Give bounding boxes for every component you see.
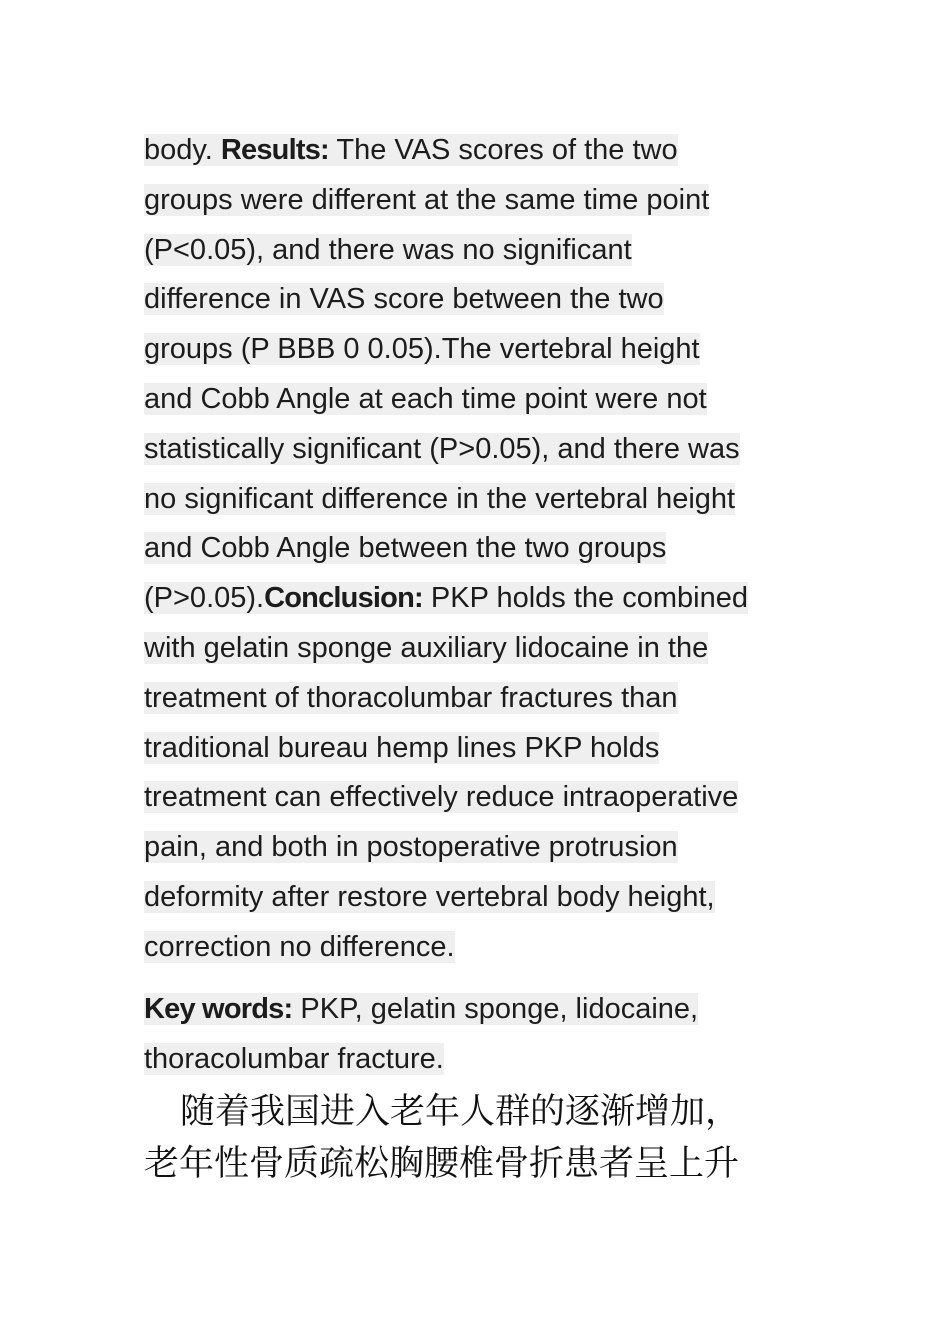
abstract-line: and Cobb Angle between the two groups <box>144 532 667 565</box>
abstract-line: difference in VAS score between the two <box>144 283 664 316</box>
abstract-line: and Cobb Angle at each time point were not <box>144 382 707 415</box>
abstract-line: groups were different at the same time point <box>144 183 710 216</box>
abstract-line: statistically significant (P>0.05), and there was <box>144 432 740 465</box>
abstract-line: body. Results: The VAS scores of the two <box>144 134 678 166</box>
chinese-line: 老年性骨质疏松胸腰椎骨折患者呈上升 <box>144 1144 740 1184</box>
abstract-line: treatment can effectively reduce intraoperative <box>144 781 739 814</box>
keywords-line: Key words: PKP, gelatin sponge, lidocaine, <box>144 993 699 1025</box>
keywords-line: thoracolumbar fracture. <box>144 1042 444 1075</box>
abstract-line: deformity after restore vertebral body height, <box>144 880 715 913</box>
abstract-english <box>144 126 814 973</box>
keywords-label: Key words: <box>144 993 293 1025</box>
results-label: Results: <box>220 134 329 166</box>
conclusion-label: Conclusion: <box>264 582 423 615</box>
abstract-line: with gelatin sponge auxiliary lidocaine in the <box>144 631 709 664</box>
abstract-line: (P>0.05).Conclusion: PKP holds the combined <box>144 582 748 615</box>
abstract-line: no significant difference in the vertebral height <box>144 482 736 515</box>
abstract-line: traditional bureau hemp lines PKP holds <box>144 731 660 764</box>
keywords <box>144 985 814 1085</box>
abstract-line: pain, and both in postoperative protrusion <box>144 831 678 864</box>
abstract-line: treatment of thoracolumbar fractures than <box>144 681 678 714</box>
chinese-paragraph <box>144 1086 824 1190</box>
abstract-line: (P<0.05), and there was no significant <box>144 233 632 266</box>
abstract-line: groups (P BBB 0 0.05).The vertebral height <box>144 333 700 366</box>
chinese-line: 随着我国进入老年人群的逐渐增加， <box>180 1092 741 1132</box>
abstract-line: correction no difference. <box>144 930 455 963</box>
